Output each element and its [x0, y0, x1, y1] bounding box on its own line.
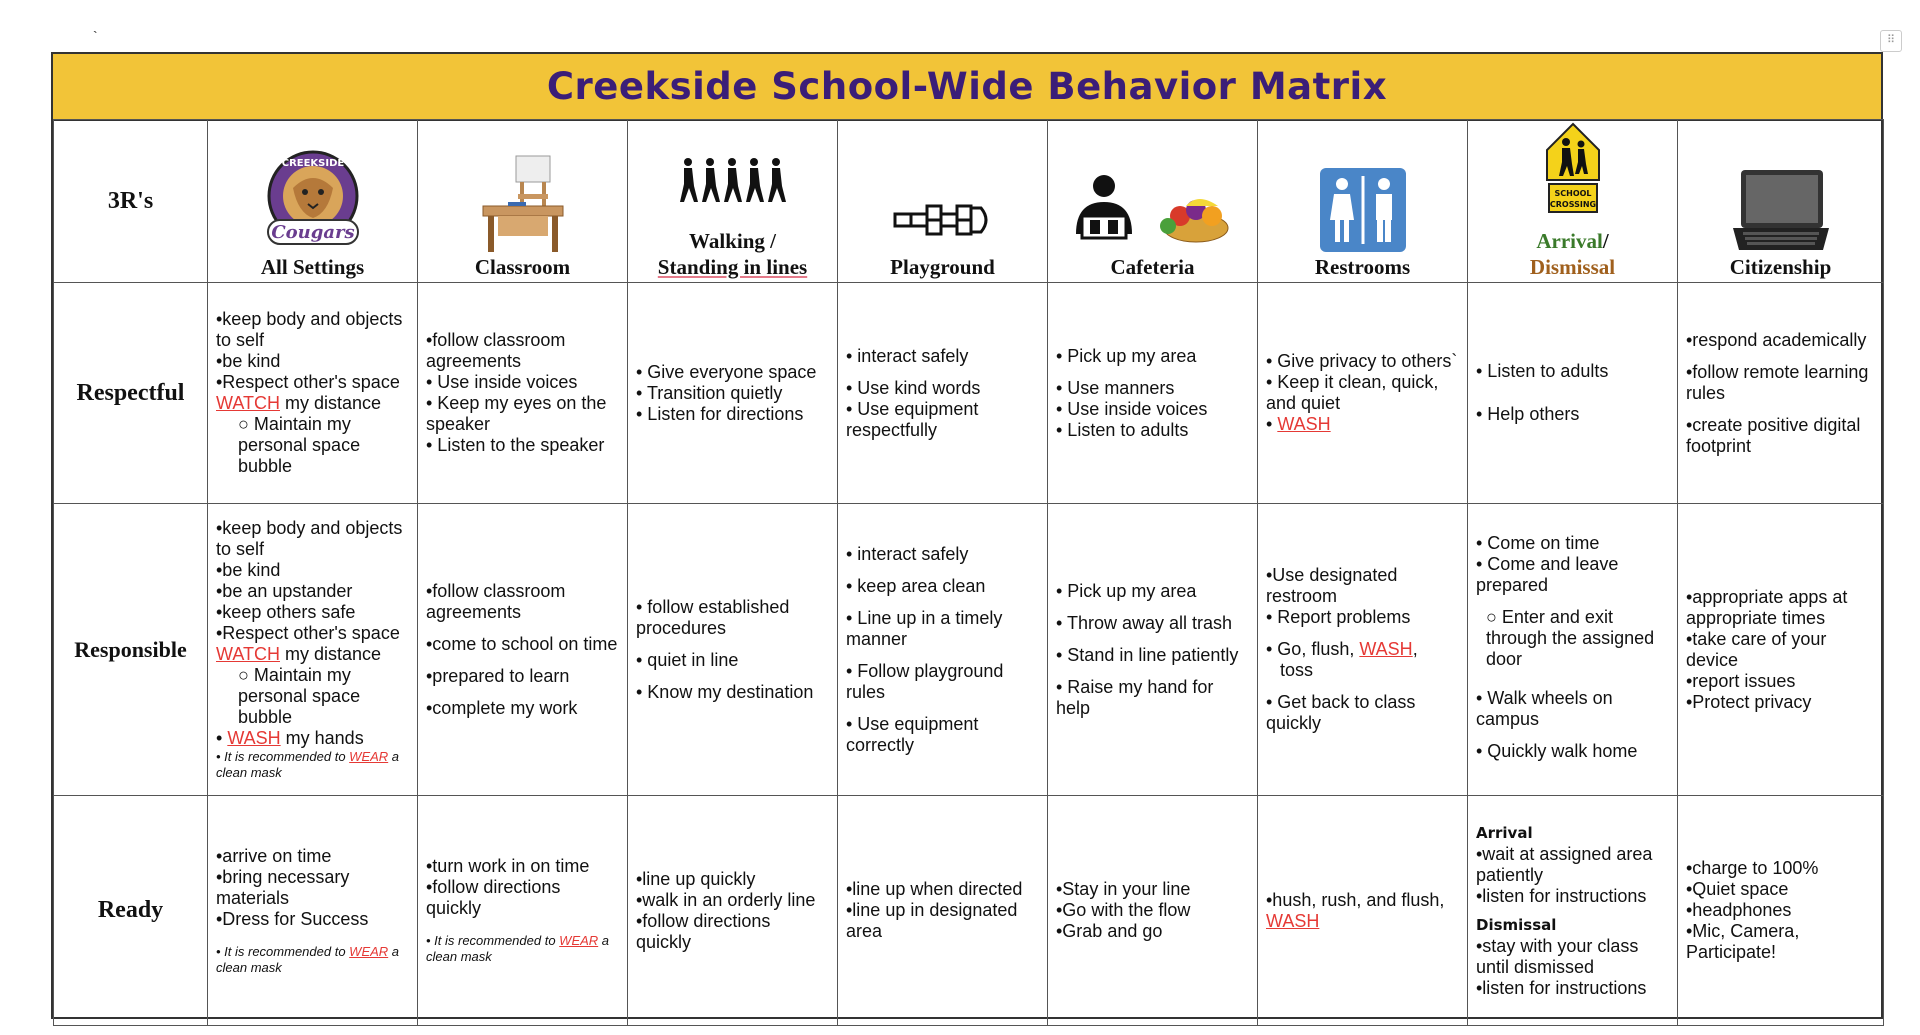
list-item: • Use equipment respectfully	[846, 398, 979, 440]
list-item: •bring necessary materials	[216, 866, 350, 908]
list-item: •follow classroom agreements	[426, 580, 566, 622]
list-item: •Protect privacy	[1686, 691, 1812, 712]
mask-note: • It is recommended to	[216, 749, 350, 764]
crossing-text-1: SCHOOL	[1553, 189, 1592, 198]
list-item: • Keep my eyes on the speaker	[426, 393, 607, 434]
laptop-icon	[1682, 166, 1879, 254]
list-item: •listen for instructions	[1476, 977, 1647, 998]
wear-label: WEAR	[349, 943, 389, 959]
list-item: •take care of your device	[1686, 628, 1827, 670]
cell-respectful-restrooms	[1258, 283, 1468, 504]
logo-text-top: CREEKSIDE	[281, 158, 344, 169]
cell-responsible-walking	[628, 504, 838, 796]
list-item: •Stay in your line	[1056, 879, 1191, 899]
cell-respectful-walking	[628, 283, 838, 504]
list-item: •line up when directed	[846, 879, 1023, 899]
col-label-slash: /	[1602, 229, 1609, 253]
people-walking-icon	[632, 156, 833, 206]
list-item: •Use designated restroom	[1266, 565, 1398, 606]
col-label-dismissal: Dismissal	[1529, 255, 1616, 279]
cell-respectful-cafeteria	[1048, 283, 1258, 504]
col-label-walking-2: Standing in lines	[657, 255, 808, 279]
list-item: Enter and exit through the assigned door	[1486, 607, 1655, 669]
col-label-arrival: Arrival	[1536, 229, 1603, 253]
list-item: • Pick up my area	[1056, 345, 1197, 366]
cell-ready-restrooms	[1258, 796, 1468, 1026]
list-item: •be kind	[216, 351, 281, 371]
list-item: •follow classroom agreements	[426, 330, 566, 371]
desk-icon	[422, 154, 623, 254]
wash-label: WASH	[1359, 639, 1413, 659]
list-item: • Listen to the speaker	[426, 435, 605, 455]
mask-note: a clean mask	[426, 933, 610, 964]
cell-ready-citizenship	[1678, 796, 1884, 1026]
list-item: • Raise my hand for help	[1056, 676, 1214, 718]
row-responsible	[54, 504, 1884, 796]
cafeteria-icon	[1052, 172, 1253, 254]
col-arrival-dismissal	[1468, 120, 1678, 283]
cell-respectful-all: •keep body and objects to self •be kind •Respect other's space WATCH my distance ○ Maintain my personal space bubble	[208, 283, 418, 504]
wash-label: WASH	[1266, 910, 1320, 931]
cell-ready-classroom	[418, 796, 628, 1026]
cell-responsible-cafeteria	[1048, 504, 1258, 796]
list-item: •charge to 100%	[1686, 858, 1819, 878]
list-item: • interact safely	[846, 543, 969, 564]
col-playground	[838, 120, 1048, 283]
list-item: • Walk wheels on campus	[1476, 688, 1613, 729]
corner-label: 3R's	[107, 188, 154, 214]
list-item: my distance	[279, 644, 382, 664]
col-label-all-settings: All Settings	[260, 255, 365, 279]
cell-ready-all	[208, 796, 418, 1026]
list-item: •Grab and go	[1056, 921, 1163, 941]
list-item: •arrive on time	[216, 845, 332, 866]
wash-label: WASH	[1277, 414, 1331, 434]
logo-text-bottom: Cougars	[270, 222, 355, 243]
list-item: • Use inside voices	[426, 372, 578, 392]
cell-respectful-citizenship	[1678, 283, 1884, 504]
list-item: •be an upstander	[216, 581, 353, 601]
matrix-table	[53, 119, 1884, 1026]
list-item: •follow remote learning rules	[1686, 361, 1869, 403]
row-ready	[54, 796, 1884, 1026]
watch-label: WATCH	[216, 644, 280, 664]
list-item: •listen for instructions	[1476, 885, 1647, 906]
list-item: • Listen to adults	[1476, 361, 1609, 381]
row-label-responsible: Responsible	[54, 504, 208, 796]
list-item: •keep others safe	[216, 602, 356, 622]
list-item: •report issues	[1686, 670, 1796, 691]
list-item: my distance	[279, 393, 382, 413]
col-label-classroom: Classroom	[474, 255, 571, 279]
arrival-subheading: Arrival	[1476, 823, 1533, 842]
list-item: • Line up in a timely manner	[846, 607, 1003, 649]
list-item: •keep body and objects to self	[216, 518, 403, 559]
list-item: • keep area clean	[846, 575, 986, 596]
list-item: •Mic, Camera, Participate!	[1686, 921, 1800, 962]
list-item: •turn work in on time	[426, 856, 590, 876]
list-item: • interact safely	[846, 345, 969, 366]
cell-responsible-arrival: • Come on time • Come and leave prepared ○ Enter and exit through the assigned door • Walk wheels on campus • Quickly walk home	[1468, 504, 1678, 796]
behavior-matrix	[51, 52, 1883, 1019]
col-label-walking-1: Walking /	[689, 229, 776, 253]
mask-note: • It is recommended to	[216, 943, 350, 959]
list-item: •Respect other's space	[216, 372, 400, 392]
list-item: •	[1266, 414, 1278, 434]
list-item: • Use kind words	[846, 377, 981, 398]
list-item: Maintain my personal space bubble	[238, 414, 361, 476]
list-item: •hush, rush, and flush,	[1266, 889, 1445, 910]
list-item: • Come on time	[1476, 533, 1600, 553]
hopscotch-icon	[842, 200, 1043, 240]
list-item: •stay with your class until dismissed	[1476, 935, 1639, 977]
row-label-respectful: Respectful	[54, 283, 208, 504]
list-item: ,	[1412, 639, 1418, 659]
title-bar	[53, 54, 1881, 121]
cougar-logo-icon	[212, 148, 413, 254]
list-item: • follow established procedures	[636, 596, 790, 638]
restroom-icon	[1262, 166, 1463, 254]
list-item: •create positive digital footprint	[1686, 414, 1861, 456]
list-item: •line up quickly	[636, 868, 756, 889]
cell-responsible-playground	[838, 504, 1048, 796]
cell-responsible-citizenship	[1678, 504, 1884, 796]
col-classroom	[418, 120, 628, 283]
list-item: •	[216, 728, 228, 748]
cell-responsible-restrooms	[1258, 504, 1468, 796]
list-item: •follow directions quickly	[426, 877, 561, 918]
stray-mark: `	[93, 28, 98, 44]
cell-responsible-all: •keep body and objects to self •be kind •be an upstander •keep others safe •Respect other's space WATCH my distance ○ Maintain my personal space bubble • WASH my hands • It is recommended to WEAR a clean mask	[208, 504, 418, 796]
row-label-ready: Ready	[54, 796, 208, 1026]
list-item: • Get back to class quickly	[1266, 692, 1416, 733]
list-item: • Stand in line patiently	[1056, 644, 1239, 665]
wear-label: WEAR	[559, 933, 599, 948]
col-label-restrooms: Restrooms	[1314, 255, 1411, 279]
mask-note: • It is recommended to	[426, 933, 560, 948]
col-walking	[628, 120, 838, 283]
list-item: • Follow playground rules	[846, 660, 1004, 702]
list-item: • Quickly walk home	[1476, 741, 1638, 761]
cell-respectful-classroom	[418, 283, 628, 504]
col-label-citizenship: Citizenship	[1729, 255, 1832, 279]
list-item: •respond academically	[1686, 329, 1867, 350]
wear-label: WEAR	[349, 749, 389, 764]
school-crossing-icon	[1472, 122, 1673, 214]
list-item: • Know my destination	[636, 681, 814, 702]
list-item: •complete my work	[426, 697, 578, 718]
col-label-cafeteria: Cafeteria	[1110, 255, 1195, 279]
wash-label: WASH	[227, 728, 281, 748]
list-item: •be kind	[216, 560, 281, 580]
col-cafeteria	[1048, 120, 1258, 283]
list-item: • Use manners	[1056, 377, 1175, 398]
list-item: • Use inside voices	[1056, 398, 1208, 419]
list-item: • Throw away all trash	[1056, 612, 1233, 633]
list-item: • Report problems	[1266, 607, 1411, 627]
list-item: •Go with the flow	[1056, 900, 1191, 920]
header-row	[54, 120, 1884, 283]
list-item: •appropriate apps at appropriate times	[1686, 586, 1848, 628]
dismissal-subheading: Dismissal	[1476, 915, 1557, 934]
cell-ready-playground	[838, 796, 1048, 1026]
list-item: •line up in designated area	[846, 900, 1018, 941]
col-label-playground: Playground	[890, 255, 995, 279]
cell-responsible-classroom	[418, 504, 628, 796]
list-item: • Give privacy to others`	[1266, 351, 1458, 371]
list-item: •come to school on time	[426, 633, 618, 654]
list-item: •Dress for Success	[216, 908, 369, 929]
cell-respectful-arrival	[1468, 283, 1678, 504]
list-item: •walk in an orderly line	[636, 889, 816, 910]
col-all-settings	[208, 120, 418, 283]
cell-ready-cafeteria	[1048, 796, 1258, 1026]
col-restrooms	[1258, 120, 1468, 283]
list-item: •headphones	[1686, 900, 1792, 920]
list-item: Maintain my personal space bubble	[238, 665, 361, 727]
list-item: •prepared to learn	[426, 665, 570, 686]
row-respectful	[54, 283, 1884, 504]
list-item: • quiet in line	[636, 649, 739, 670]
list-item: •follow directions quickly	[636, 910, 771, 952]
list-item: • Go, flush,	[1266, 639, 1360, 659]
cell-ready-walking	[628, 796, 838, 1026]
list-item: • Listen to adults	[1056, 419, 1189, 440]
col-citizenship	[1678, 120, 1884, 283]
cell-respectful-playground	[838, 283, 1048, 504]
list-item: •Quiet space	[1686, 879, 1789, 899]
list-item: •keep body and objects to self	[216, 309, 403, 350]
list-item: • Listen for directions	[636, 403, 804, 424]
list-item: my hands	[280, 728, 364, 748]
mask-note: a clean mask	[216, 943, 400, 975]
crossing-text-2: CROSSING	[1549, 200, 1596, 209]
drag-handle-icon[interactable]: ⠿	[1880, 30, 1902, 52]
list-item: • Transition quietly	[636, 382, 783, 403]
list-item: •wait at assigned area patiently	[1476, 843, 1653, 885]
page-title: Creekside School-Wide Behavior Matrix	[546, 65, 1388, 108]
cell-ready-arrival	[1468, 796, 1678, 1026]
list-item: toss	[1280, 660, 1314, 680]
mask-note: a clean mask	[216, 749, 400, 780]
list-item: • Help others	[1476, 404, 1580, 424]
list-item: • Give everyone space	[636, 361, 817, 382]
list-item: • Come and leave prepared	[1476, 554, 1619, 595]
watch-label: WATCH	[216, 393, 280, 413]
corner-cell	[54, 120, 208, 283]
list-item: • Keep it clean, quick, and quiet	[1266, 372, 1439, 413]
list-item: •Respect other's space	[216, 623, 400, 643]
list-item: • Use equipment correctly	[846, 713, 979, 755]
list-item: • Pick up my area	[1056, 580, 1197, 601]
